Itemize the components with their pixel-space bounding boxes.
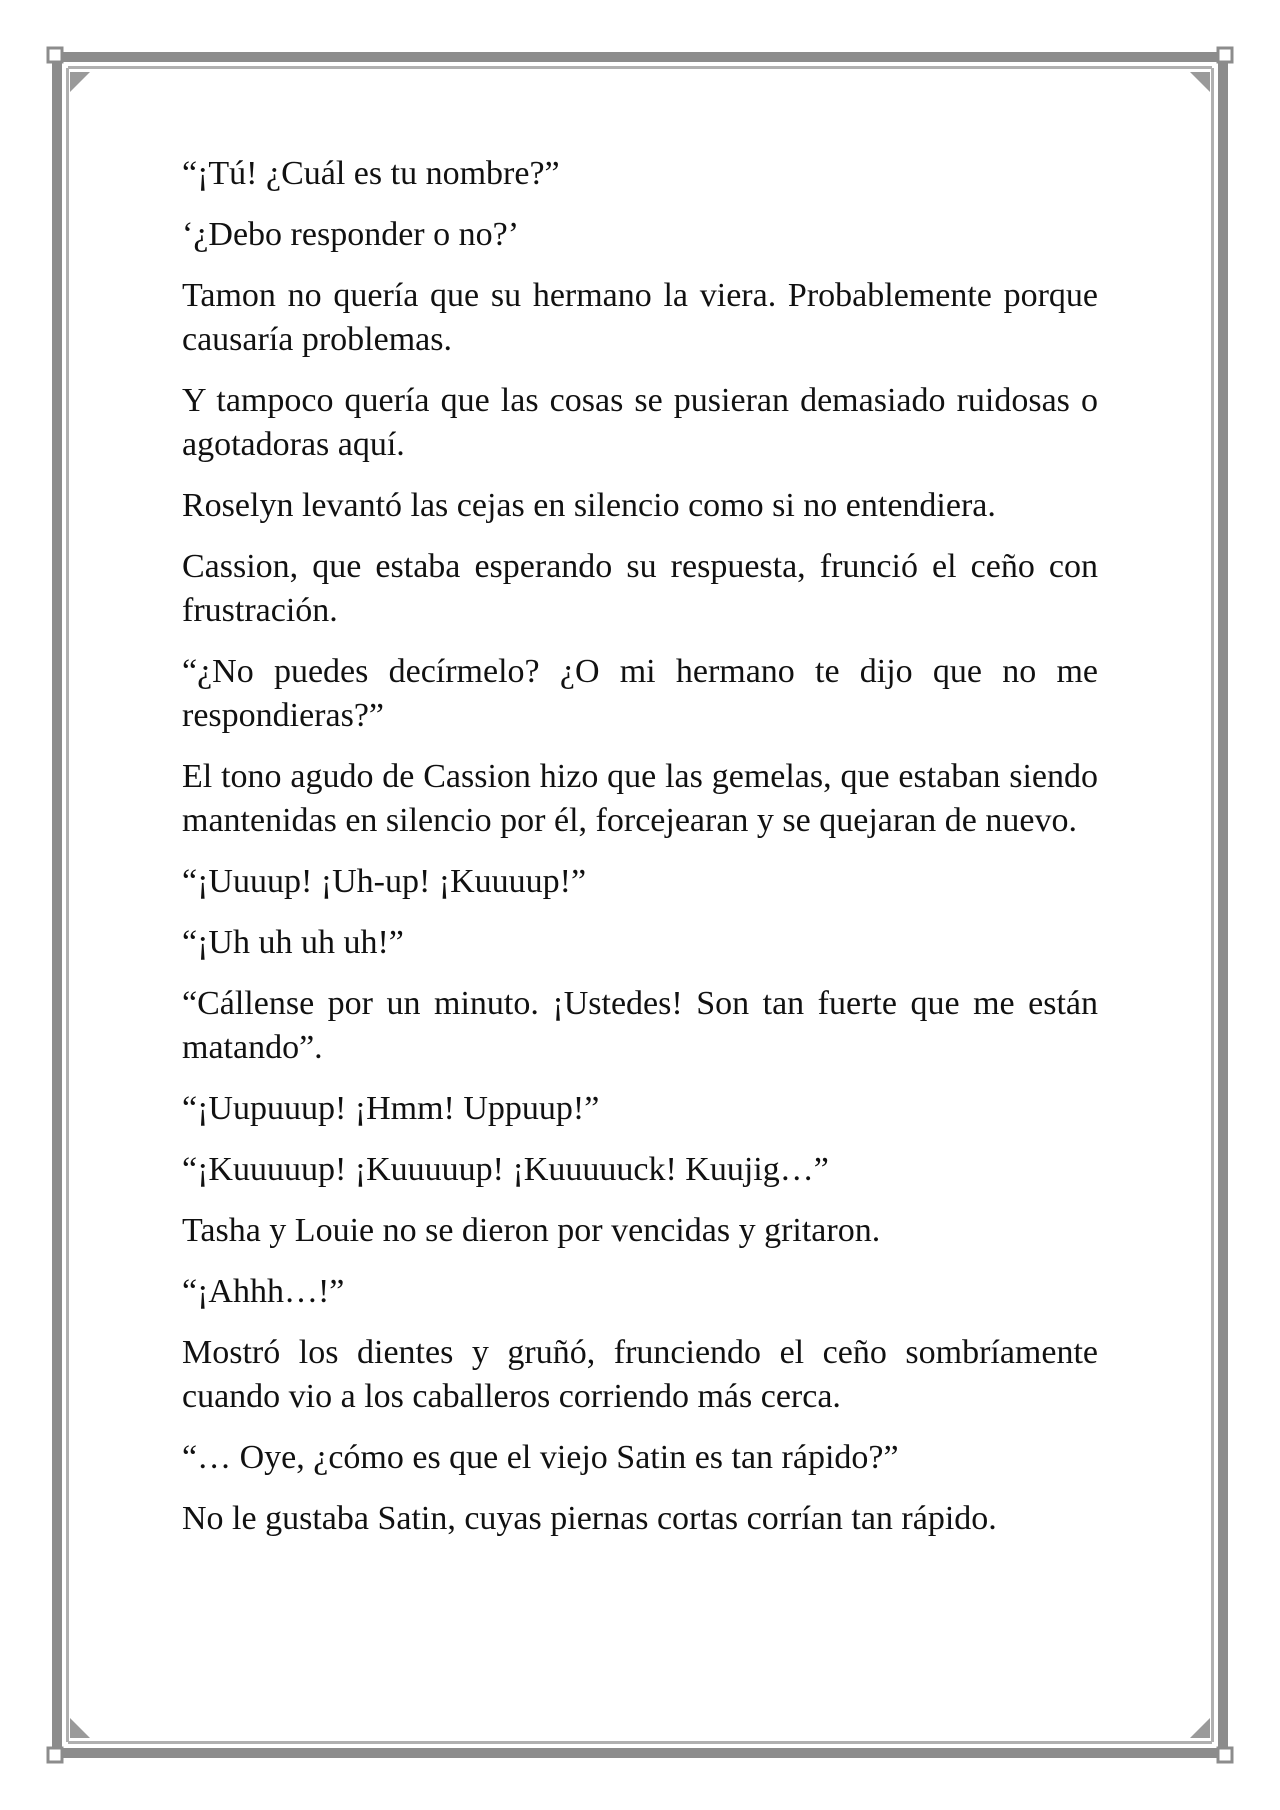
page-body: [182, 152, 1098, 1558]
paragraph: “¡Tú! ¿Cuál es tu nombre?”: [182, 155, 560, 192]
paragraph: “¡Kuuuuup! ¡Kuuuuup! ¡Kuuuuuck! Kuujig…”: [182, 1151, 829, 1188]
paragraph: Roselyn levantó las cejas en silencio como si no entendiera.: [182, 487, 996, 524]
paragraph: Tasha y Louie no se dieron por vencidas y gritaron.: [182, 1212, 881, 1249]
paragraph: “¡Uuuup! ¡Uh-up! ¡Kuuuup!”: [182, 863, 587, 900]
paragraph: “… Oye, ¿cómo es que el viejo Satin es tan rápido?”: [182, 1439, 899, 1476]
paragraph: Tamon no quería que su hermano la viera. Probablemente porque causaría problemas.: [182, 277, 1098, 358]
paragraph: ‘¿Debo responder o no?’: [182, 216, 520, 253]
paragraph: Y tampoco quería que las cosas se pusieran demasiado ruidosas o agotadoras aquí.: [182, 382, 1098, 463]
paragraph: “¡Uh uh uh uh!”: [182, 924, 404, 961]
paragraph: “¡Uupuuup! ¡Hmm! Uppuup!”: [182, 1090, 600, 1127]
paragraph: No le gustaba Satin, cuyas piernas cortas corrían tan rápido.: [182, 1500, 997, 1537]
paragraph: Cassion, que estaba esperando su respuesta, frunció el ceño con frustración.: [182, 548, 1098, 629]
paragraph: El tono agudo de Cassion hizo que las gemelas, que estaban siendo mantenidas en silencio por él, forcejearan y se quejaran de nuevo.: [182, 758, 1098, 839]
paragraph: “Cállense por un minuto. ¡Ustedes! Son tan fuerte que me están matando”.: [182, 985, 1098, 1066]
paragraph: Mostró los dientes y gruñó, frunciendo el ceño sombríamente cuando vio a los caballeros corriendo más cerca.: [182, 1334, 1098, 1415]
paragraph: “¡Ahhh…!”: [182, 1273, 345, 1310]
paragraph: “¿No puedes decírmelo? ¿O mi hermano te dijo que no me respondieras?”: [182, 653, 1098, 734]
